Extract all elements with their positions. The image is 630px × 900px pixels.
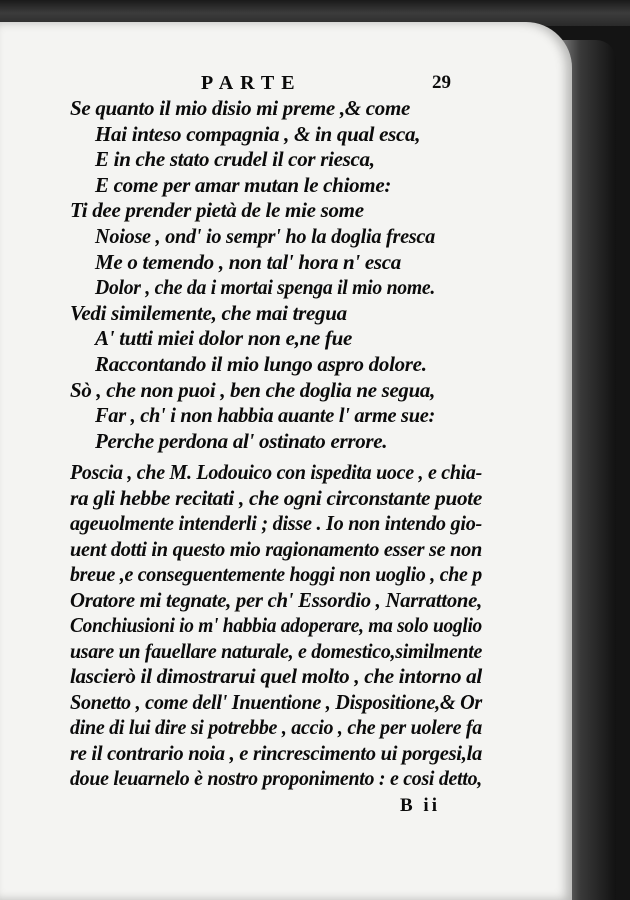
poem-line: Me o temendo , non tal' hora n' esca [95,249,401,274]
prose-line: lascierò il dimostrarui quel molto , che intorno al [70,664,482,688]
poem-line: Ti dee prender pietà de le mie some [70,198,364,223]
prose-line: re il contrario noia , e rincrescimento ui porgesi,la [70,740,482,765]
prose-line: usare un fauellare naturale, e domestico,similmente [70,638,482,663]
poem-line: Se quanto il mio disio mi preme ,& come [70,96,411,120]
poem-line: E in che stato crudel il cor riesca, [95,147,375,172]
poem-line: Hai inteso compagnia , & in qual esca, [95,121,421,146]
prose-line: Conchiusioni io m' habbia adoperare, ma solo uoglio [70,613,482,637]
poem-line: A' tutti miei dolor non e,ne fue [95,326,353,351]
poem-line: Dolor , che da i mortai spenga il mio nome. [95,275,435,300]
prose-line: Poscia , che M. Lodouico con ispedita uoce , e chia- [70,460,482,484]
poem-line: Perche perdona al' ostinato errore. [95,428,388,453]
prose-line: Sonetto , come dell' Inuentione , Dispositione,& Or [70,689,482,714]
signature-mark: B ii [400,795,440,816]
poem-line: E come per amar mutan le chiome: [95,172,392,197]
prose-line: dine di lui dire si potrebbe , accio , che per uolere fa [70,715,482,739]
poem-line: Far , ch' i non habbia auante l' arme sue: [95,403,435,428]
page-number: 29 [432,72,451,93]
prose-line: ra gli hebbe recitati , che ogni circonstante puote [70,485,482,510]
prose-line: ageuolmente intenderli ; disse . Io non intendo gio- [70,511,482,535]
poem-line: Raccontando il mio lungo aspro dolore. [95,352,427,376]
poem-line: Vedi similemente, che mai tregua [70,300,347,325]
prose-line: breue ,e conseguentemente hoggi non uoglio , che p [70,562,482,586]
prose-line: Oratore mi tegnate, per ch' Essordio , Narrattone, [70,587,482,612]
prose-line: uent dotti in questo mio ragionamento esser se non [70,536,482,561]
poem-line: Sò , che non puoi , ben che doglia ne segua, [70,377,435,402]
poem-line: Noiose , ond' io sempr' ho la doglia fresca [95,224,435,248]
prose-line: doue leuarnelo è nostro proponimento : e cosi detto, [70,766,482,790]
running-header: PARTE [201,72,302,94]
